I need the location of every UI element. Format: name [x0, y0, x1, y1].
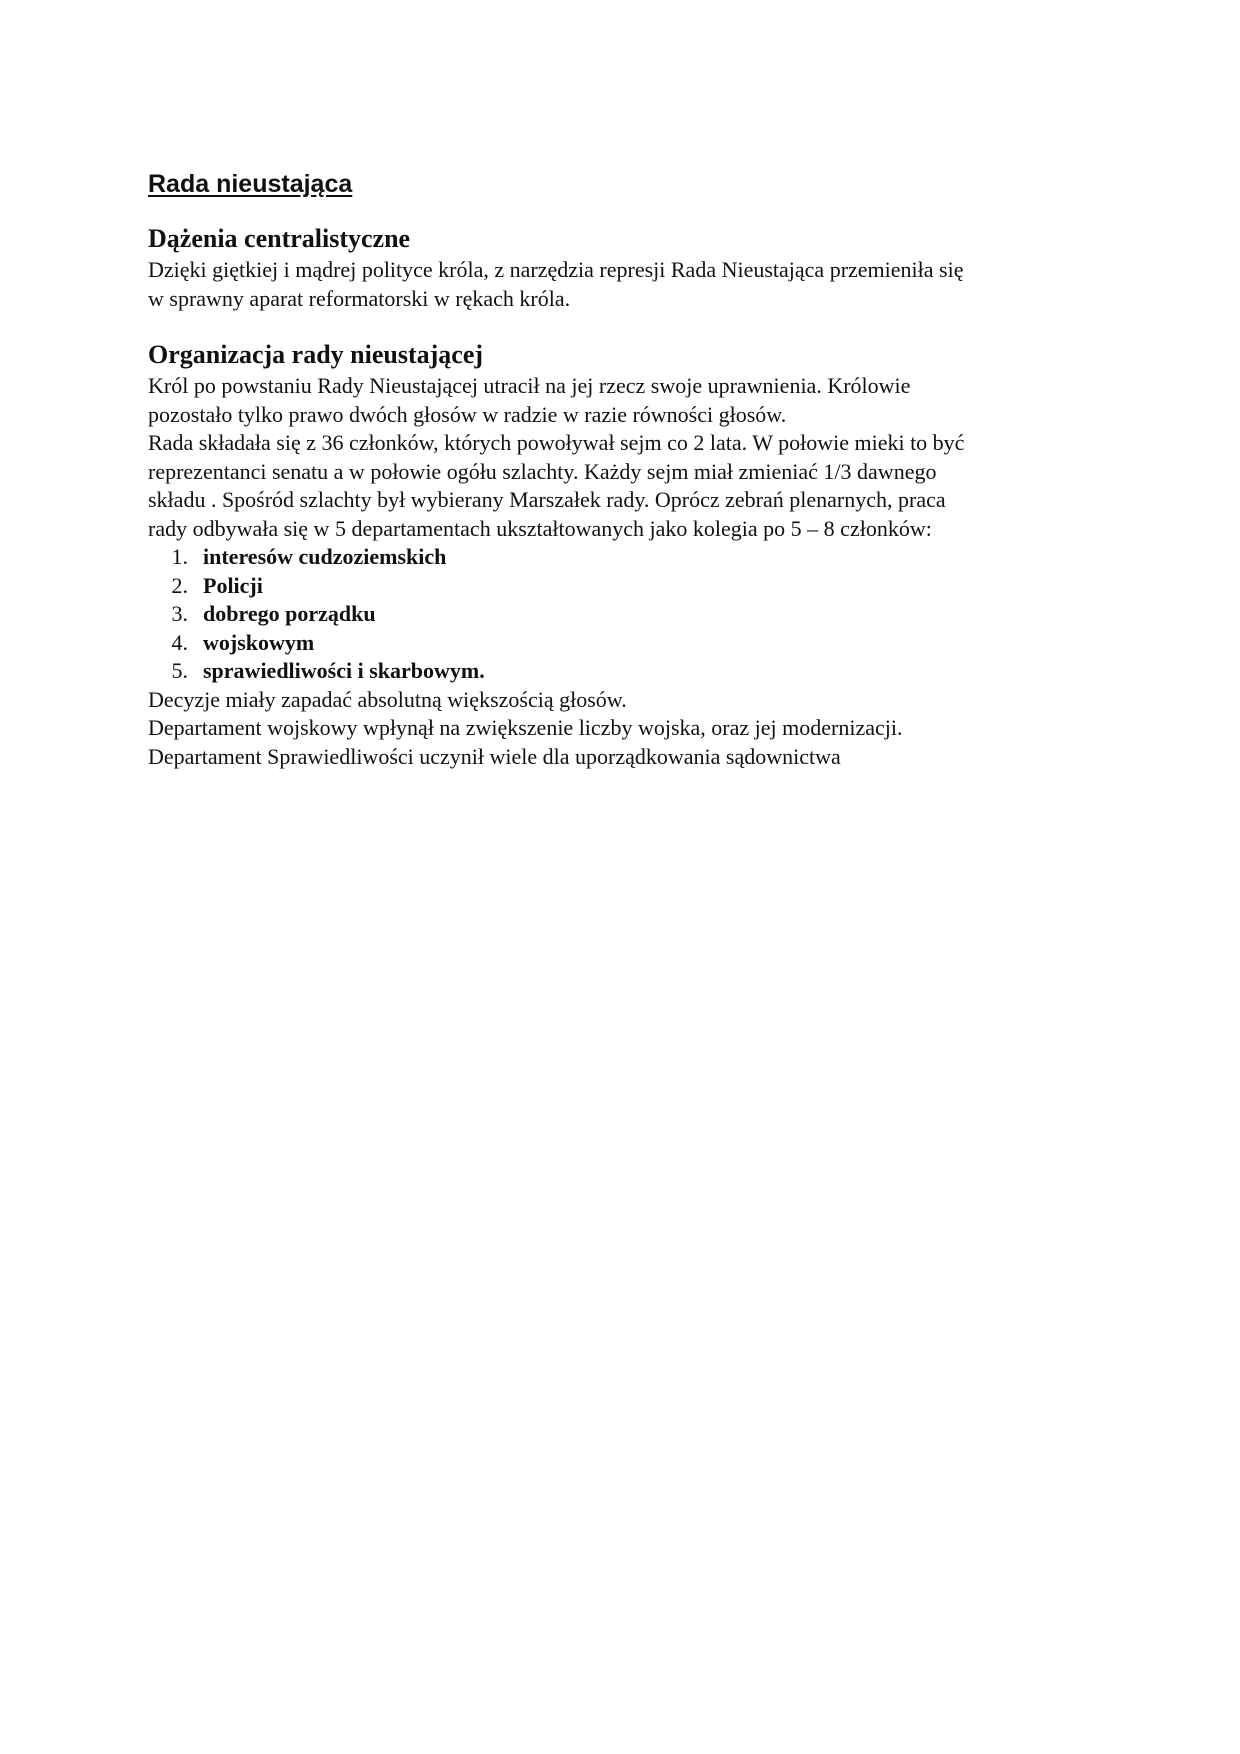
paragraph-line: reprezentanci senatu a w połowie ogółu szlachty. Każdy sejm miał zmieniać 1/3 dawnego: [148, 458, 937, 484]
section-body-centralism: [148, 256, 1108, 313]
list-item: [148, 572, 1108, 601]
section-heading-centralism: Dążenia centralistyczne: [148, 224, 411, 253]
departments-list: [148, 543, 1108, 686]
paragraph-line: rady odbywała się w 5 departamentach ukształtowanych jako kolegia po 5 – 8 członków:: [148, 515, 932, 541]
paragraph-line: Departament Sprawiedliwości uczynił wiele dla uporządkowania sądownictwa: [148, 743, 841, 769]
document-title: Rada nieustająca: [148, 170, 353, 198]
paragraph-line: składu . Spośród szlachty był wybierany Marszałek rady. Oprócz zebrań plenarnych, praca: [148, 487, 946, 512]
document-body: [148, 168, 1108, 771]
list-item: [148, 543, 1108, 572]
list-item-number: 4.: [171, 629, 188, 655]
section-heading-organization: Organizacja rady nieustającej: [148, 340, 484, 369]
paragraph-line: Dzięki giętkiej i mądrej polityce króla, z narzędzia represji Rada Nieustająca przemieniła się: [148, 257, 964, 282]
paragraph-line: w sprawny aparat reformatorski w rękach króla.: [148, 285, 571, 311]
list-item-text: wojskowym: [203, 629, 315, 655]
paragraph-line: Król po powstaniu Rady Nieustającej utracił na jej rzecz swoje uprawnienia. Królowie: [148, 373, 911, 398]
list-item-text: sprawiedliwości i skarbowym.: [203, 658, 485, 683]
list-item: [148, 629, 1108, 658]
list-item-number: 2.: [171, 572, 188, 598]
list-item: [148, 657, 1108, 686]
paragraph-line: Departament wojskowy wpłynął na zwiększenie liczby wojska, oraz jej modernizacji.: [148, 715, 903, 740]
paragraph-line: pozostało tylko prawo dwóch głosów w radzie w razie równości głosów.: [148, 401, 787, 427]
list-item-number: 1.: [171, 544, 188, 569]
paragraph-line: Rada składała się z 36 członków, których powoływał sejm co 2 lata. W połowie mieki to być: [148, 430, 965, 455]
list-item-text: Policji: [203, 572, 263, 598]
list-item-text: dobrego porządku: [203, 601, 376, 626]
list-item-number: 3.: [171, 601, 188, 626]
section-body-organization: [148, 372, 1108, 771]
list-item-number: 5.: [171, 658, 188, 683]
list-item: [148, 600, 1108, 629]
paragraph-line: Decyzje miały zapadać absolutną większością głosów.: [148, 686, 627, 712]
list-item-text: interesów cudzoziemskich: [203, 544, 447, 569]
